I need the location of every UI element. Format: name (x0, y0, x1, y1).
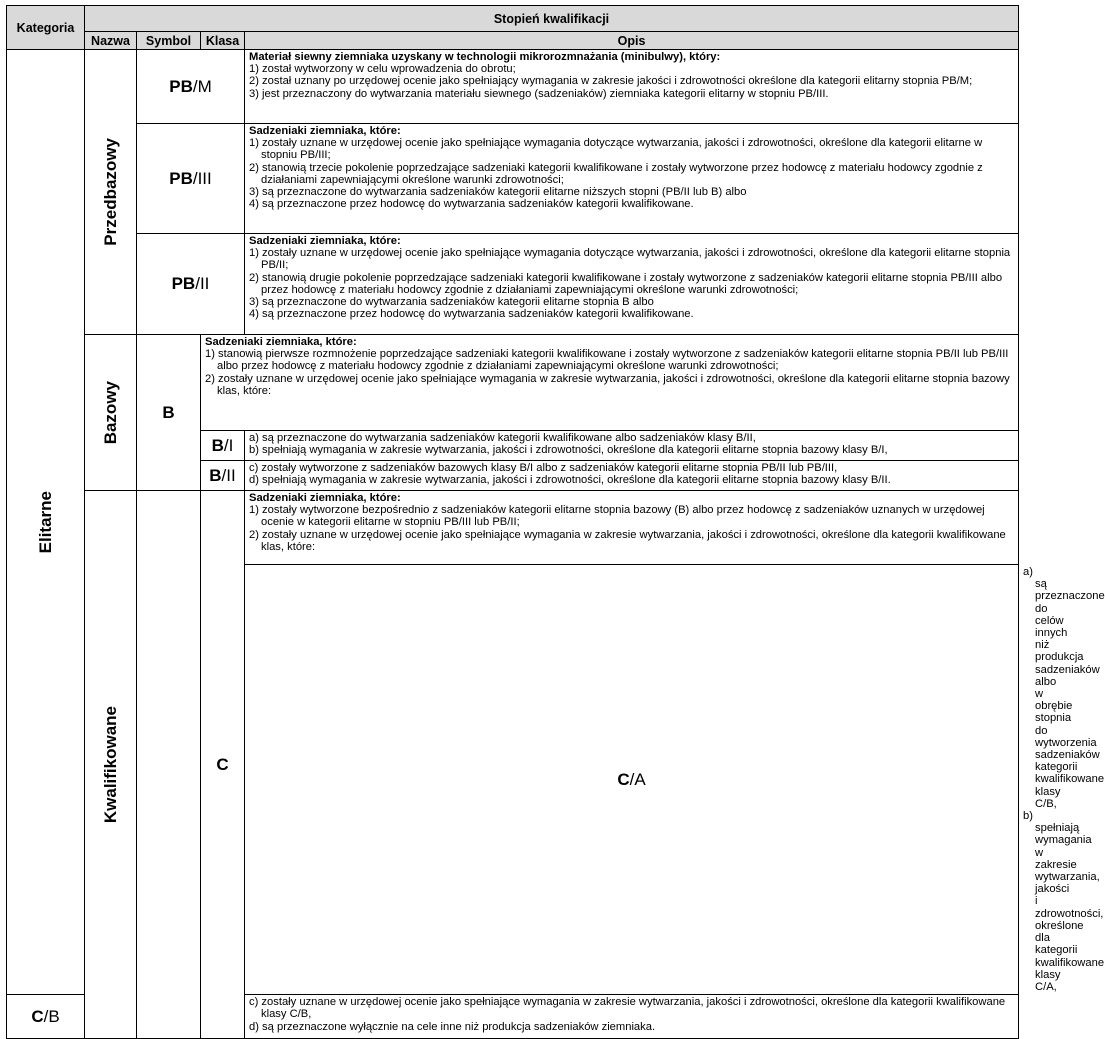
list-item: 1) zostały wytworzone bezpośrednio z sadzeniaków kategorii elitarne stopnia bazowy (B) albo przez hodowcę z sadzeniaków uznanych w urzędowej ocenie w kategorii elitarne w stopniu PB/III lub PB/II; (249, 504, 985, 529)
list-item: 4) są przeznaczone przez hodowcę do wytwarzania sadzeniaków kategorii kwalifikowane. (249, 198, 694, 211)
symbol-pbm: PB/M (137, 50, 245, 124)
list-item: 4) są przeznaczone przez hodowcę do wytwarzania sadzeniaków kategorii kwalifikowane. (249, 308, 694, 321)
list-item: b) spełniają wymagania w zakresie wytwarzania, jakości i zdrowotności, określone dla kategorii kwalifikowane klasy C/A, (1023, 810, 1105, 993)
description-pbii (245, 234, 1019, 335)
class-bii: B/II (201, 461, 245, 491)
list-item: 2) został uznany po urzędowej ocenie jako spełniający wymagania w zakresie jakości i zdrowotności określone dla kategorii elitarny stopnia PB/M; (249, 75, 973, 88)
category-elitarne: Elitarne (35, 490, 55, 554)
description-b (201, 335, 1019, 431)
symbol-pbiii: PB/III (137, 124, 245, 234)
list-item: 1) zostały uznane w urzędowej ocenie jako spełniające wymagania dotyczące wytwarzania, jakości i zdrowotności, określone dla kategorii elitarne stopnia PB/II; (249, 247, 1011, 272)
list-item: 1) zostały uznane w urzędowej ocenie jako spełniające wymagania dotyczące wytwarzania, jakości i zdrowotności, określone dla kategorii elitarne w stopniu PB/III; (249, 137, 983, 162)
class-bi: B/I (201, 431, 245, 461)
list-item: 2) zostały uznane w urzędowej ocenie jako spełniające wymagania w zakresie wytwarzania, jakości i zdrowotności, określone dla kategorii elitarne stopnia bazowy klas, które: (205, 372, 1010, 397)
list-item: 1) został wytworzony w celu wprowadzenia do obrotu; (249, 63, 516, 76)
name-bazowy: Bazowy (100, 380, 120, 445)
description-heading: Materiał siewny ziemniaka uzyskany w technologii mikrorozmnażania (minibulwy), który: (249, 51, 721, 63)
qualification-table-wrapper (6, 5, 1105, 1039)
description-heading: Sadzeniaki ziemniaka, które: (249, 235, 401, 247)
category-kwalifikowane: Kwalifikowane (100, 705, 120, 824)
header-opis: Opis (245, 32, 1019, 50)
list-item: a) są przeznaczone do wytwarzania sadzeniaków kategorii kwalifikowane albo sadzeniaków klasy B/II, (249, 432, 756, 444)
description-heading: Sadzeniaki ziemniaka, które: (249, 125, 401, 137)
name-przedbazowy-cell (85, 50, 137, 335)
description-pbiii (245, 124, 1019, 234)
header-stopien: Stopień kwalifikacji (85, 6, 1019, 32)
class-ca: C/A (245, 565, 1019, 995)
class-cb: C/B (7, 995, 85, 1039)
list-item: d) są przeznaczone wyłącznie na cele inne niż produkcja sadzeniaków ziemniaka. (249, 1020, 656, 1033)
description-c (245, 491, 1019, 565)
name-bazowy-cell (85, 335, 137, 491)
list-item: 3) jest przeznaczony do wytwarzania materiału siewnego (sadzeniaków) ziemniaka kategorii elitarny w stopniu PB/III. (249, 87, 829, 100)
category-elitarne-cell (7, 50, 85, 995)
list-item: b) spełniają wymagania w zakresie wytwarzania, jakości i zdrowotności, określone dla kategorii elitarne stopnia bazowy klasy B/I, (249, 444, 888, 457)
category-kwalifikowane-cell (85, 491, 137, 1039)
list-item: c) zostały wytworzone z sadzeniaków bazowych klasy B/I albo z sadzeniaków kategorii elitarne stopnia PB/II lub PB/III, (249, 462, 838, 474)
list-item: 3) są przeznaczone do wytwarzania sadzeniaków kategorii elitarne stopnia B albo (249, 296, 654, 309)
list-item: 2) stanowią drugie pokolenie poprzedzające sadzeniaki kategorii kwalifikowane i zostały wytworzone z sadzeniaków kategorii elitarne stopnia PB/III albo przez hodowcę z materiału hodowcy zgodnie z działaniami zapewniającymi określone warunki zdrowotności; (249, 271, 1003, 296)
list-item: d) spełniają wymagania w zakresie wytwarzania, jakości i zdrowotności, określone dla kategorii elitarne stopnia bazowy klasy B/II. (249, 474, 891, 487)
description-pbm (245, 50, 1019, 124)
qualification-table (6, 5, 1105, 1039)
description-cb (245, 995, 1019, 1039)
list-item: a) są przeznaczone do celów innych niż produkcja sadzeniaków albo w obrębie stopnia do wytworzenia sadzeniaków kategorii kwalifikowane klasy C/B, (1023, 566, 1105, 810)
list-item: 1) stanowią pierwsze rozmnożenie poprzedzające sadzeniaki kategorii kwalifikowane i zostały wytworzone z sadzeniaków kategorii elitarne stopnia PB/II lub PB/III albo przez hodowcę z materiału hodowcy zgodnie z działaniami zapewniającymi określone warunki zdrowotności; (205, 348, 1009, 373)
header-kategoria: Kategoria (7, 6, 85, 50)
symbol-pbii: PB/II (137, 234, 245, 335)
header-symbol: Symbol (137, 32, 201, 50)
symbol-c: C (201, 491, 245, 1039)
header-nazwa: Nazwa (85, 32, 137, 50)
name-empty-cell (137, 491, 201, 1039)
symbol-b: B (137, 335, 201, 491)
list-item: 3) są przeznaczone do wytwarzania sadzeniaków kategorii elitarne niższych stopni (PB/II lub B) albo (249, 186, 747, 199)
list-item: 2) stanowią trzecie pokolenie poprzedzające sadzeniaki kategorii kwalifikowane i zostały wytworzone przez hodowcę z materiału hodowcy zgodnie z działaniami zapewniającymi określone warunki zdrowotności; (249, 161, 983, 186)
header-klasa: Klasa (201, 32, 245, 50)
description-bii (245, 461, 1019, 491)
name-przedbazowy: Przedbazowy (100, 138, 120, 246)
list-item: 2) zostały uznane w urzędowej ocenie jako spełniające wymagania w zakresie wytwarzania, jakości i zdrowotności, określone dla kategorii kwalifikowane klas, które: (249, 528, 1006, 553)
description-heading: Sadzeniaki ziemniaka, które: (205, 336, 357, 348)
list-item: c) zostały uznane w urzędowej ocenie jako spełniające wymagania w zakresie wytwarzania, jakości i zdrowotności, określone dla kategorii kwalifikowane klasy C/B, (249, 996, 1006, 1021)
description-bi (245, 431, 1019, 461)
description-heading: Sadzeniaki ziemniaka, które: (249, 492, 401, 504)
